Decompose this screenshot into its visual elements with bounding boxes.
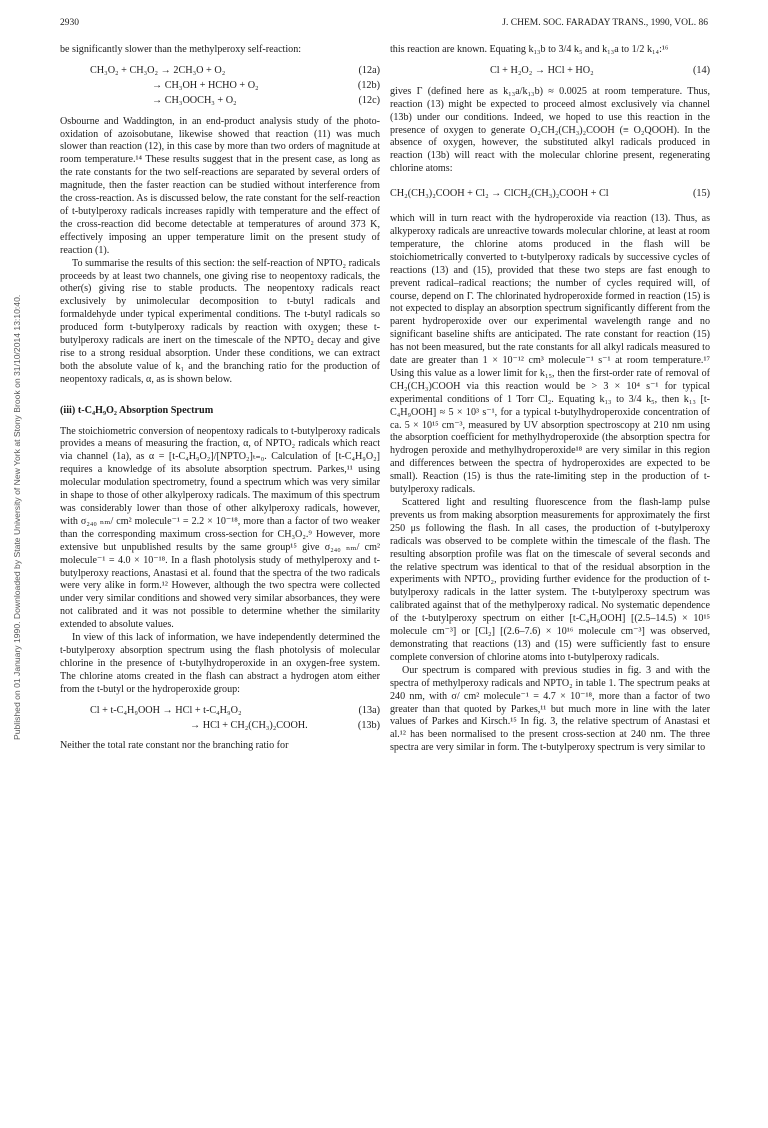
equation-number: (12a): [358, 64, 380, 76]
equation-body: CH₃O₂ + CH₃O₂ → 2CH₃O + O₂: [90, 64, 226, 76]
paragraph: gives Γ (defined here as k₁₃a/k₁₃b) ≈ 0.0025 at room temperature. Thus, reaction (13) might be expected to proceed almost exclusively via channel (13b) under our conditions. Indeed, we hoped to use this reaction in the presence of oxygen to generate O₂CH₂(CH₃)₂COOH (≡ O₂QOOH). In the absence of oxygen, however, the substituted alkyl radicals produced in reaction (13b) will react with the molecular chlorine present, regenerating chlorine atoms:: [390, 85, 710, 175]
equation-number: (12c): [358, 94, 380, 106]
equation-number: (13a): [358, 704, 380, 716]
paragraph: which will in turn react with the hydroperoxide via reaction (13). Thus, as alkyperoxy radicals are unreactive towards molecular chlorine, at least at room temperature, the chlorine atoms produced in the flash will be stoichiometrically converted to t-butylperoxy radicals by successive cycles of reactions (13) and (15), provided that these two steps are fast enough to prevent radical–radical reactions; the number of cycles required will, of course, depend on Γ. The chlorinated hydroperoxide formed in reaction (15) is not expected to display an absorption spectrum significantly different from the parent hydroperoxide over our experimental wavelength range and no significant baseline shifts are anticipated. The rate constant for reaction (15) has not been measured, but the rate constants for all alkyl radicals measured to date are greater than 1 × 10⁻¹² cm³ molecule⁻¹ s⁻¹ at room temperature.¹⁷ Using this value as a lower limit for k₁₅, then the first-order rate of removal of CH₂(CH₃)COOH via this reaction would be > 3 × 10⁴ s⁻¹ for typical experimental conditions of 1 Torr Cl₂. Equating k₁₃ to 3/4 k₅, then k₁₃ [t-C₄H₉OOH] ≈ 5 × 10³ s⁻¹, for a typical t-butylhydroperoxide concentration of ca. 5 × 10¹⁵ cm⁻³, measured by UV absorption spectroscopy at 210 nm using the absorption coefficient for methylhydroperoxide (the absorption spectra for hydrogen peroxide and methylhydroperoxide¹⁸ are very similar in this region and differences between the spectra of hydroperoxides are expected to be small). Reaction (15) is thus the rate-limiting step in the production of t-butylperoxy radicals.: [390, 213, 710, 496]
download-watermark: [2, 180, 22, 740]
equation-12b: [60, 80, 380, 93]
equation-13b: [60, 720, 380, 733]
equation-body: Cl + H₂O₂ → HCl + HO₂: [490, 64, 594, 76]
equation-body: Cl + t-C₄H₉OOH → HCl + t-C₄H₉O₂: [90, 704, 242, 716]
paragraph: be significantly slower than the methylperoxy self-reaction:: [60, 44, 302, 55]
download-notice: Published on 01 January 1990. Downloaded by State University of New York at Stony Brook on 31/10/2014 13:10:40.: [12, 294, 22, 740]
equation-15: [390, 188, 710, 201]
equation-body: → HCl + CH₂(CH₃)₂COOH.: [190, 719, 308, 731]
equation-number: (13b): [357, 719, 380, 731]
paragraph: Osbourne and Waddington, in an end-product analysis study of the photo-oxidation of azoisobutane, likewise showed that reaction (11) was much slower than reaction (12), in this case by more than two orders of magnitude at room temperature.¹⁴ These results suggest that in the present case, as long as the rate constants for the two self-reactions are separated by several orders of magnitude, then the faster reaction can be studied without interference from the cross-reaction. As is discussed below, the rate constant for the self-reaction of t-butylperoxy radicals increases rapidly with temperature and the effect of the cross-reaction did become detectable at temperatures of around 373 K, effectively imposing an upper temperature limit on the present study of reaction (1).: [60, 115, 380, 256]
right-column: [390, 44, 710, 755]
equation-body: CH₂(CH₃)₂COOH + Cl₂ → ClCH₂(CH₃)₂COOH + Cl: [390, 188, 609, 200]
equation-12c: [60, 95, 380, 108]
equation-number: (14): [693, 64, 710, 76]
section-heading: (iii) t-C₄H₉O₂ Absorption Spectrum: [60, 404, 214, 416]
equation-14: [390, 65, 710, 78]
page-number: 2930: [60, 18, 79, 28]
paragraph: To summarise the results of this section: the self-reaction of NPTO₂ radicals proceeds by at least two channels, one giving rise to neopentoxy radicals, the other(s) giving rise to stable products. The neopentoxy radicals react exclusively by unimolecular decomposition to t-butyl radicals and formaldehyde under typical experimental conditions. The t-butyl radicals so produced form t-butylperoxy radicals by reaction with oxygen; these t-butylperoxy radicals are inert on the timescale of the NPTO₂ decay and give rise to a strong residual absorption. Under these conditions, we can extract both the absolute value of k₁ and the branching ratio for the production of neopentoxy radicals, α, as is shown below.: [60, 257, 380, 385]
paragraph: Our spectrum is compared with previous studies in fig. 3 and with the spectra of methylperoxy radicals and NPTO₂ in table 1. The spectrum peaks at 240 nm, with σ/ cm² molecule⁻¹ = 4.7 × 10⁻¹⁸, more than a factor of two greater than that quoted by Parkes,¹¹ but much more in line with the later values of Parkes and Kirsch.¹⁵ In fig. 3, the relative spectrum of Anastasi et al.¹² has been normalised to the present cross-section at 240 nm. The three spectra are very similar in form. The t-butylperoxy spectrum is very similar to: [390, 664, 710, 754]
equation-12a: [60, 65, 380, 78]
paragraph: In view of this lack of information, we have independently determined the t-butylperoxy absorption spectrum using the flash photolysis of molecular chlorine in the presence of t-butylhydroperoxide in an oxygen-free system. The chlorine atoms created in the flash can abstract a hydrogen atom either from the t-butyl or the hydroperoxide group:: [60, 632, 380, 695]
equation-number: (12b): [357, 79, 380, 91]
paragraph: this reaction are known. Equating k₁₃b to 3/4 k₅ and k₁₃a to 1/2 k₁₄:¹⁶: [390, 44, 669, 55]
paragraph: Scattered light and resulting fluorescence from the flash-lamp pulse prevents us from making absorption measurements for approximately the first 250 μs following the flash. In all cases, the production of t-butylperoxy radicals was observed to be complete within the timescale of the flash. The resulting absorption profile was flat on the timescale of several seconds and the relative spectrum was identical to that of the residual absorption in the experiments with NPTO₂, providing further evidence for the production of t-butylperoxy radicals in the latter system. The t-butylperoxy spectrum was calibrated against that of the methylperoxy radical. No systematic dependence of the t-butylperoxy spectrum on either [t-C₄H₉OOH] [(2.5–14.5) × 10¹⁵ molecule cm⁻³] or [Cl₂] [(2.6–7.6) × 10¹⁶ molecule cm⁻³] was observed, demonstrating that reactions (13) and (15) were sufficiently fast to ensure complete conversion of chlorine atoms into t-butylperoxy radicals.: [390, 497, 710, 663]
paragraph: The stoichiometric conversion of neopentoxy radicals to t-butylperoxy radicals provides a means of measuring the fraction, α, of NPTO₂ radicals which react via channel (1a), as α = [t-C₄H₉O₂]/[NPTO₂]ₜ₌₀. Calculation of [t-C₄H₉O₂] requires a knowledge of its absolute absorption spectrum. Parkes,¹¹ using molecular modulation spectrometry, found a spectrum which was very similar in shape to those of other alkylperoxy radicals. The maximum of this spectrum was considerably lower than those of other alkylperoxy radicals, however, with σ₂₄₀ ₙₘ/ cm² molecule⁻¹ = 2.2 × 10⁻¹⁸, more than a factor of two weaker than the corresponding maximum cross-section for CH₃O₂.⁹ However, more extensive but unpublished results by the same group¹⁵ give σ₂₄₀ ₙₘ/ cm² molecule⁻¹ = 4.0 × 10⁻¹⁸. In a flash photolysis study of methylperoxy and t-butylperoxy reactions, Anastasi et al. found that the spectra of the two radicals were very alike in form.¹² However, although the two spectra were collected under very similar conditions and showed very similar absorbances, they were not calibrated and it was not possible to determine whether the similarity extended to absolute values.: [60, 425, 380, 631]
equation-body: → CH₃OOCH₃ + O₂: [152, 94, 237, 106]
left-column: [60, 44, 380, 753]
journal-header: J. CHEM. SOC. FARADAY TRANS., 1990, VOL. 86: [502, 18, 708, 28]
paragraph: Neither the total rate constant nor the branching ratio for: [60, 740, 289, 752]
equation-number: (15): [693, 188, 710, 200]
equation-13a: [60, 705, 380, 718]
equation-body: → CH₃OH + HCHO + O₂: [152, 79, 259, 91]
